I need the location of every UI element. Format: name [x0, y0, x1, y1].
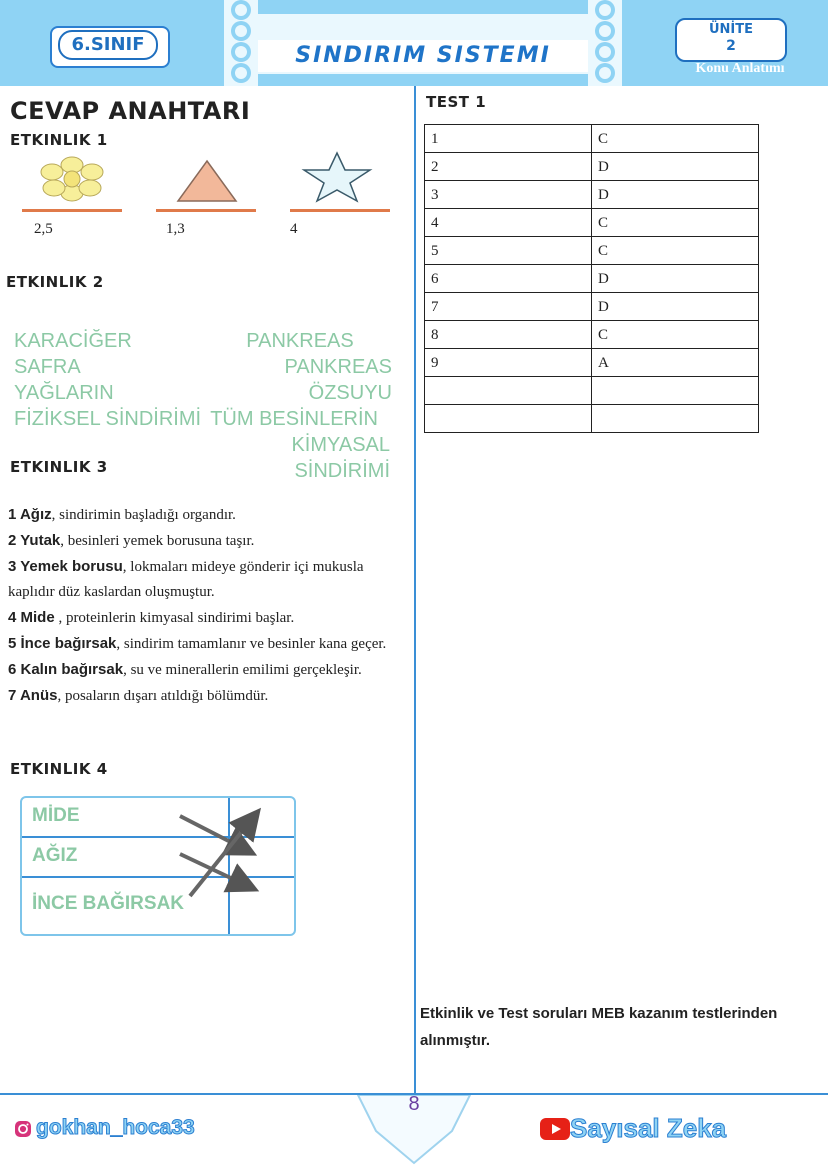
organ-term: 3 Yemek borusu [8, 558, 123, 575]
etkinlik1-value-1: 2,5 [34, 221, 53, 237]
etkinlik2-right-item: TÜM BESİNLERİN [210, 408, 378, 430]
scallop-left-decoration [224, 0, 258, 86]
table-row [425, 405, 759, 433]
etkinlik2-left-item: SAFRA [14, 356, 81, 378]
instagram-handle[interactable]: gokhan_hoca33 [36, 1116, 195, 1139]
table-row [425, 125, 759, 153]
answer-line-3 [290, 209, 390, 212]
organ-description: , su ve minerallerin emilimi gerçekleşir. [123, 662, 362, 678]
unit-label: ÜNİTE [708, 22, 754, 37]
organ-term: 5 İnce bağırsak [8, 635, 117, 652]
page-number: 8 [408, 1093, 420, 1115]
table-row [425, 209, 759, 237]
etkinlik3-item [8, 554, 408, 605]
answer-letter: A [592, 349, 759, 377]
etkinlik4-title: ETKINLIK 4 [10, 760, 108, 778]
question-number: 2 [425, 153, 592, 181]
etkinlik2-left-item: KARACİĞER [14, 330, 132, 352]
question-number: 4 [425, 209, 592, 237]
etkinlik3-item [8, 502, 408, 528]
answer-letter: D [592, 293, 759, 321]
organ-term: 6 Kalın bağırsak [8, 661, 124, 678]
etkinlik3-title: ETKINLIK 3 [10, 458, 108, 476]
table-row [425, 181, 759, 209]
organ-term: 2 Yutak [8, 532, 61, 549]
etkinlik1-value-2: 1,3 [166, 221, 185, 237]
answer-letter: C [592, 209, 759, 237]
table-row [425, 265, 759, 293]
matching-row-label: MİDE [32, 805, 80, 826]
organ-description: , posaların dışarı atıldığı bölümdür. [57, 688, 269, 704]
etkinlik2-right-item: PANKREAS ÖZSUYU [284, 356, 392, 404]
organ-term: 7 Anüs [8, 687, 58, 704]
organ-description: , lokmaları mideye gönderir içi mukusla kaplıdır düz kaslardan oluşmuştur. [8, 559, 364, 600]
question-number [425, 405, 592, 433]
question-number: 1 [425, 125, 592, 153]
organ-description: , sindirimin başladığı organdır. [51, 507, 236, 523]
star-icon [300, 150, 374, 204]
etkinlik2-title: ETKINLIK 2 [6, 273, 104, 291]
etkinlik1-title: ETKINLIK 1 [10, 131, 108, 149]
etkinlik2-left-item: YAĞLARIN [14, 382, 114, 404]
question-number: 3 [425, 181, 592, 209]
matching-row-label: AĞIZ [32, 845, 78, 866]
etkinlik2-left-list [14, 328, 214, 432]
etkinlik3-item [8, 683, 408, 709]
etkinlik2-right-item: PANKREAS [246, 330, 354, 352]
table-row [425, 349, 759, 377]
answer-letter: C [592, 321, 759, 349]
answer-key-heading: CEVAP ANAHTARI [10, 97, 251, 125]
column-divider [414, 86, 416, 1094]
question-number: 5 [425, 237, 592, 265]
table-row [425, 377, 759, 405]
organ-description: , sindirim tamamlanır ve besinler kana geçer. [116, 636, 387, 652]
table-row [425, 293, 759, 321]
organ-description: , proteinlerin kimyasal sindirimi başlar. [54, 610, 295, 626]
question-number: 8 [425, 321, 592, 349]
matching-arrows-icon [170, 804, 270, 914]
grade-label: 6.SINIF [58, 30, 158, 60]
youtube-channel[interactable]: Sayısal Zeka [570, 1113, 727, 1143]
answer-letter: D [592, 181, 759, 209]
answer-letter: C [592, 125, 759, 153]
answer-letter [592, 405, 759, 433]
question-number: 7 [425, 293, 592, 321]
etkinlik2-right-list [200, 328, 400, 484]
matching-row-label: İNCE BAĞIRSAK [32, 893, 185, 914]
table-row [425, 321, 759, 349]
test-title: TEST 1 [426, 93, 487, 111]
etkinlik1-value-3: 4 [290, 221, 298, 237]
organ-description: , besinleri yemek borusuna taşır. [60, 533, 255, 549]
organ-term: 1 Ağız [8, 506, 52, 523]
flower-icon [40, 156, 104, 202]
page-title: SINDIRIM SISTEMI [258, 40, 588, 72]
etkinlik3-item [8, 528, 408, 554]
organ-term: 4 Mide [8, 609, 55, 626]
answer-letter: D [592, 265, 759, 293]
table-row [425, 153, 759, 181]
instagram-icon [14, 1120, 32, 1138]
etkinlik3-item [8, 605, 408, 631]
table-row [425, 237, 759, 265]
source-note: Etkinlik ve Test soruları MEB kazanım testlerinden alınmıştır. [420, 1005, 778, 1049]
unit-number: 2 [726, 38, 736, 54]
answer-line-2 [156, 209, 256, 212]
scallop-right-decoration [588, 0, 622, 86]
unit-badge [675, 18, 787, 62]
answer-table [424, 124, 759, 433]
etkinlik3-list [8, 502, 408, 709]
question-number: 9 [425, 349, 592, 377]
etkinlik3-item [8, 631, 408, 657]
unit-subtitle: Konu Anlatımı [695, 61, 785, 76]
etkinlik2-left-item: FİZİKSEL SİNDİRİMİ [14, 408, 202, 430]
question-number [425, 377, 592, 405]
etkinlik2-right-item: KİMYASAL SİNDİRİMİ [291, 434, 390, 482]
answer-letter [592, 377, 759, 405]
question-number: 6 [425, 265, 592, 293]
answer-letter: C [592, 237, 759, 265]
youtube-icon [540, 1118, 570, 1140]
answer-letter: D [592, 153, 759, 181]
answer-line-1 [22, 209, 122, 212]
triangle-icon [176, 158, 238, 204]
etkinlik3-item [8, 657, 408, 683]
